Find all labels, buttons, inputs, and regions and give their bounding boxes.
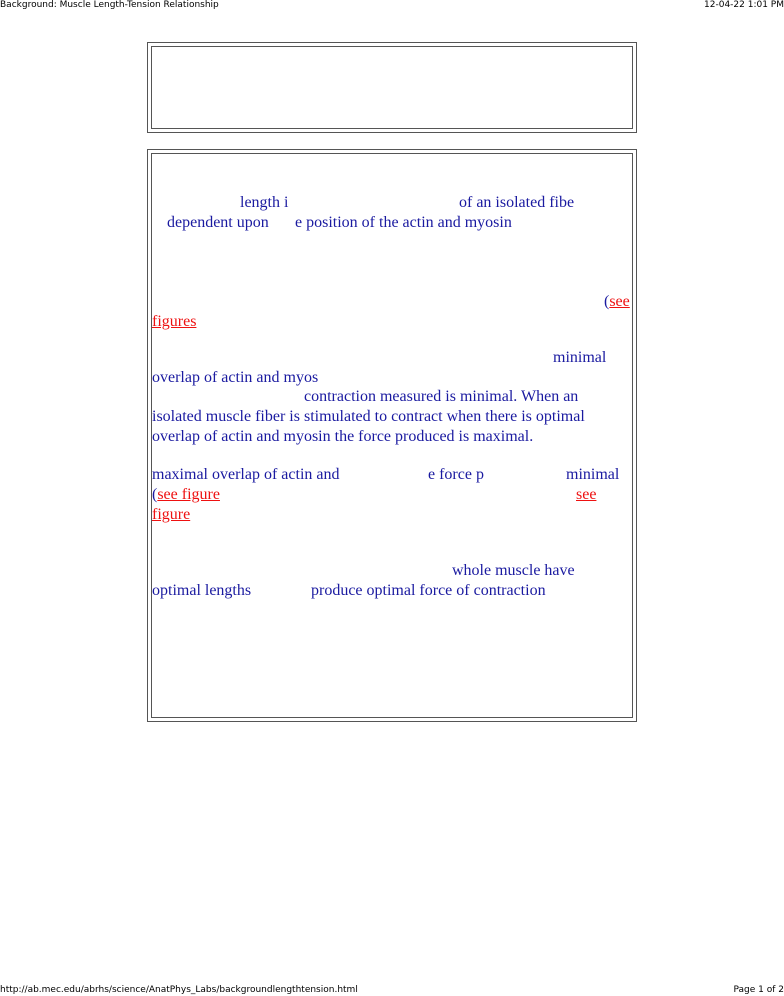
text-fragment: (see: [604, 293, 630, 310]
see-figures-link[interactable]: see: [609, 293, 630, 310]
text-fragment: overlap of actin and myosin the force produced is maximal.: [152, 428, 534, 445]
text-fragment: of an isolated fibe: [459, 194, 575, 211]
page-title: Background: Muscle Length-Tension Relationship: [0, 0, 219, 10]
text-fragment: whole muscle have: [452, 562, 575, 579]
text-fragment: length i: [240, 194, 289, 211]
text-fragment: e force p: [428, 466, 484, 483]
see-figure-link[interactable]: see: [576, 486, 597, 503]
text-fragment: (see figure: [152, 486, 220, 503]
text-fragment: dependent upon: [167, 214, 269, 231]
text-fragment: minimal: [566, 466, 620, 483]
text-fragment: contraction measured is minimal. When an: [304, 388, 579, 405]
text-fragment: overlap of actin and myos: [152, 369, 319, 386]
text-fragment: isolated muscle fiber is stimulated to contract when there is optimal: [152, 408, 585, 425]
top-frame-inner: [151, 46, 633, 129]
text-fragment: maximal overlap of actin and: [152, 466, 340, 483]
page-number: Page 1 of 2: [733, 985, 784, 995]
text-fragment: optimal lengths: [152, 582, 252, 599]
print-datetime: 12-04-22 1:01 PM: [704, 0, 784, 10]
see-figure-link[interactable]: figure: [152, 506, 191, 523]
top-frame: [147, 42, 637, 133]
text-fragment: produce optimal force of contraction: [311, 582, 546, 599]
print-footer: [0, 984, 784, 996]
see-figure-link[interactable]: see figure: [157, 486, 220, 503]
see-figures-link[interactable]: figures: [152, 313, 197, 330]
page-url: http://ab.mec.edu/abrhs/science/AnatPhys_Labs/backgroundlengthtension.html: [0, 985, 358, 995]
print-header: [0, 0, 784, 12]
text-fragment: e position of the actin and myosin: [295, 214, 512, 231]
text-fragment: minimal: [553, 349, 607, 366]
